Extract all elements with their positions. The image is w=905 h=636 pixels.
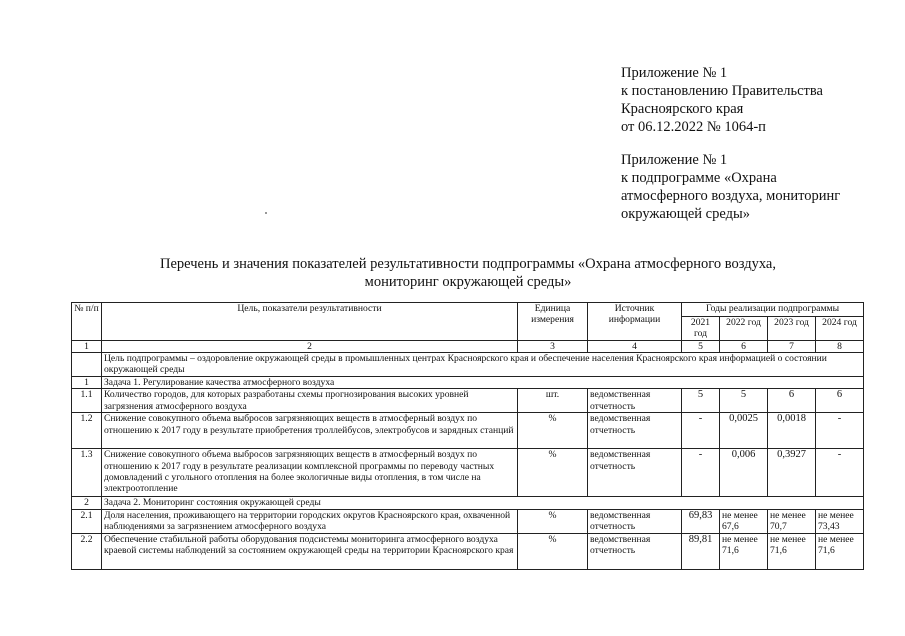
row-source: ведомственная отчетность bbox=[588, 449, 682, 497]
row-num: 1.1 bbox=[72, 389, 102, 413]
row-num: 2.1 bbox=[72, 509, 102, 533]
col-number: 2 bbox=[102, 341, 518, 353]
row-2024: не менее 71,6 bbox=[816, 533, 864, 569]
header-unit: Единица измерения bbox=[518, 303, 588, 341]
table-row bbox=[72, 389, 864, 413]
row-source: ведомственная отчетность bbox=[588, 413, 682, 449]
header-year-2022: 2022 год bbox=[720, 317, 768, 341]
header-year-2024: 2024 год bbox=[816, 317, 864, 341]
col-number: 8 bbox=[816, 341, 864, 353]
header-goal: Цель, показатели результативности bbox=[102, 303, 518, 341]
row-2023: 6 bbox=[768, 389, 816, 413]
row-2023: 0,0018 bbox=[768, 413, 816, 449]
row-2022: 0,006 bbox=[720, 449, 768, 497]
row-2024: - bbox=[816, 413, 864, 449]
row-2023: не менее 71,6 bbox=[768, 533, 816, 569]
scan-speck bbox=[265, 212, 267, 214]
row-source: ведомственная отчетность bbox=[588, 389, 682, 413]
task-row bbox=[72, 497, 864, 509]
appendix-line: атмосферного воздуха, мониторинг bbox=[621, 188, 841, 204]
row-2021: 69,83 bbox=[682, 509, 720, 533]
task-num: 2 bbox=[72, 497, 102, 509]
appendix-line: Красноярского края bbox=[621, 101, 744, 117]
header-year-2023: 2023 год bbox=[768, 317, 816, 341]
row-2022: 0,0025 bbox=[720, 413, 768, 449]
header-year-2021: 2021 год bbox=[682, 317, 720, 341]
row-source: ведомственная отчетность bbox=[588, 509, 682, 533]
row-indicator: Количество городов, для которых разработаны схемы прогнозирования высоких уровней загрязнения атмосферного воздуха bbox=[102, 389, 518, 413]
row-2021: 5 bbox=[682, 389, 720, 413]
row-unit: % bbox=[518, 533, 588, 569]
col-number: 7 bbox=[768, 341, 816, 353]
row-2024: - bbox=[816, 449, 864, 497]
row-num: 1.3 bbox=[72, 449, 102, 497]
row-2021: 89,81 bbox=[682, 533, 720, 569]
row-unit: % bbox=[518, 449, 588, 497]
appendix-line: Приложение № 1 bbox=[621, 152, 728, 168]
table-row bbox=[72, 509, 864, 533]
title-line-2: мониторинг окружающей среды» bbox=[364, 274, 572, 290]
appendix-subprogram-block bbox=[621, 151, 840, 223]
row-indicator: Снижение совокупного объема выбросов загрязняющих веществ в атмосферный воздух по отношению к 2017 году в результате реализации комплексной программы по переводу частных домовладений с угольного отопления на более экологичные виды отопления, в том числе на электроотопление bbox=[102, 449, 518, 497]
table-row bbox=[72, 413, 864, 449]
appendix-line: от 06.12.2022 № 1064-п bbox=[621, 119, 766, 135]
row-num: 1.2 bbox=[72, 413, 102, 449]
document-title bbox=[60, 255, 876, 291]
indicators-table bbox=[71, 302, 864, 570]
row-2023: не менее 70,7 bbox=[768, 509, 816, 533]
col-number: 4 bbox=[588, 341, 682, 353]
row-num: 2.2 bbox=[72, 533, 102, 569]
row-unit: % bbox=[518, 413, 588, 449]
col-number: 3 bbox=[518, 341, 588, 353]
row-2022: не менее 71,6 bbox=[720, 533, 768, 569]
header-num: № п/п bbox=[72, 303, 102, 341]
row-2022: 5 bbox=[720, 389, 768, 413]
row-unit: шт. bbox=[518, 389, 588, 413]
appendix-line: к постановлению Правительства bbox=[621, 83, 823, 99]
header-row bbox=[72, 303, 864, 317]
appendix-line: к подпрограмме «Охрана bbox=[621, 170, 777, 186]
row-2023: 0,3927 bbox=[768, 449, 816, 497]
row-source: ведомственная отчетность bbox=[588, 533, 682, 569]
task-text: Задача 2. Мониторинг состояния окружающей среды bbox=[102, 497, 864, 509]
header-source: Источник информации bbox=[588, 303, 682, 341]
column-numbers-row bbox=[72, 341, 864, 353]
col-number: 5 bbox=[682, 341, 720, 353]
row-2024: не менее 73,43 bbox=[816, 509, 864, 533]
col-number: 6 bbox=[720, 341, 768, 353]
task-row bbox=[72, 377, 864, 389]
title-line-1: Перечень и значения показателей результативности подпрограммы «Охрана атмосферного воздуха, bbox=[160, 256, 776, 272]
task-text: Задача 1. Регулирование качества атмосферного воздуха bbox=[102, 377, 864, 389]
col-number: 1 bbox=[72, 341, 102, 353]
row-2022: не менее 67,6 bbox=[720, 509, 768, 533]
row-2021: - bbox=[682, 449, 720, 497]
appendix-line: Приложение № 1 bbox=[621, 65, 728, 81]
goal-row-num bbox=[72, 353, 102, 377]
goal-row bbox=[72, 353, 864, 377]
row-indicator: Доля населения, проживающего на территории городских округов Красноярского края, охваченной наблюдениями за загрязнением атмосферного воздуха bbox=[102, 509, 518, 533]
goal-row-text: Цель подпрограммы – оздоровление окружающей среды в промышленных центрах Красноярского края и обеспечение населения Красноярского края информацией о состоянии окружающей среды bbox=[102, 353, 864, 377]
row-2021: - bbox=[682, 413, 720, 449]
row-indicator: Обеспечение стабильной работы оборудования подсистемы мониторинга атмосферного воздуха краевой системы наблюдений за состоянием окружающей среды на территории Красноярского края bbox=[102, 533, 518, 569]
appendix-resolution-block bbox=[621, 64, 823, 136]
table-row bbox=[72, 449, 864, 497]
header-years-group: Годы реализации подпрограммы bbox=[682, 303, 864, 317]
row-2024: 6 bbox=[816, 389, 864, 413]
appendix-line: окружающей среды» bbox=[621, 206, 750, 222]
table-row bbox=[72, 533, 864, 569]
row-unit: % bbox=[518, 509, 588, 533]
row-indicator: Снижение совокупного объема выбросов загрязняющих веществ в атмосферный воздух по отношению к 2017 году в результате приобретения троллейбусов, электробусов и зарядных станций bbox=[102, 413, 518, 449]
task-num: 1 bbox=[72, 377, 102, 389]
